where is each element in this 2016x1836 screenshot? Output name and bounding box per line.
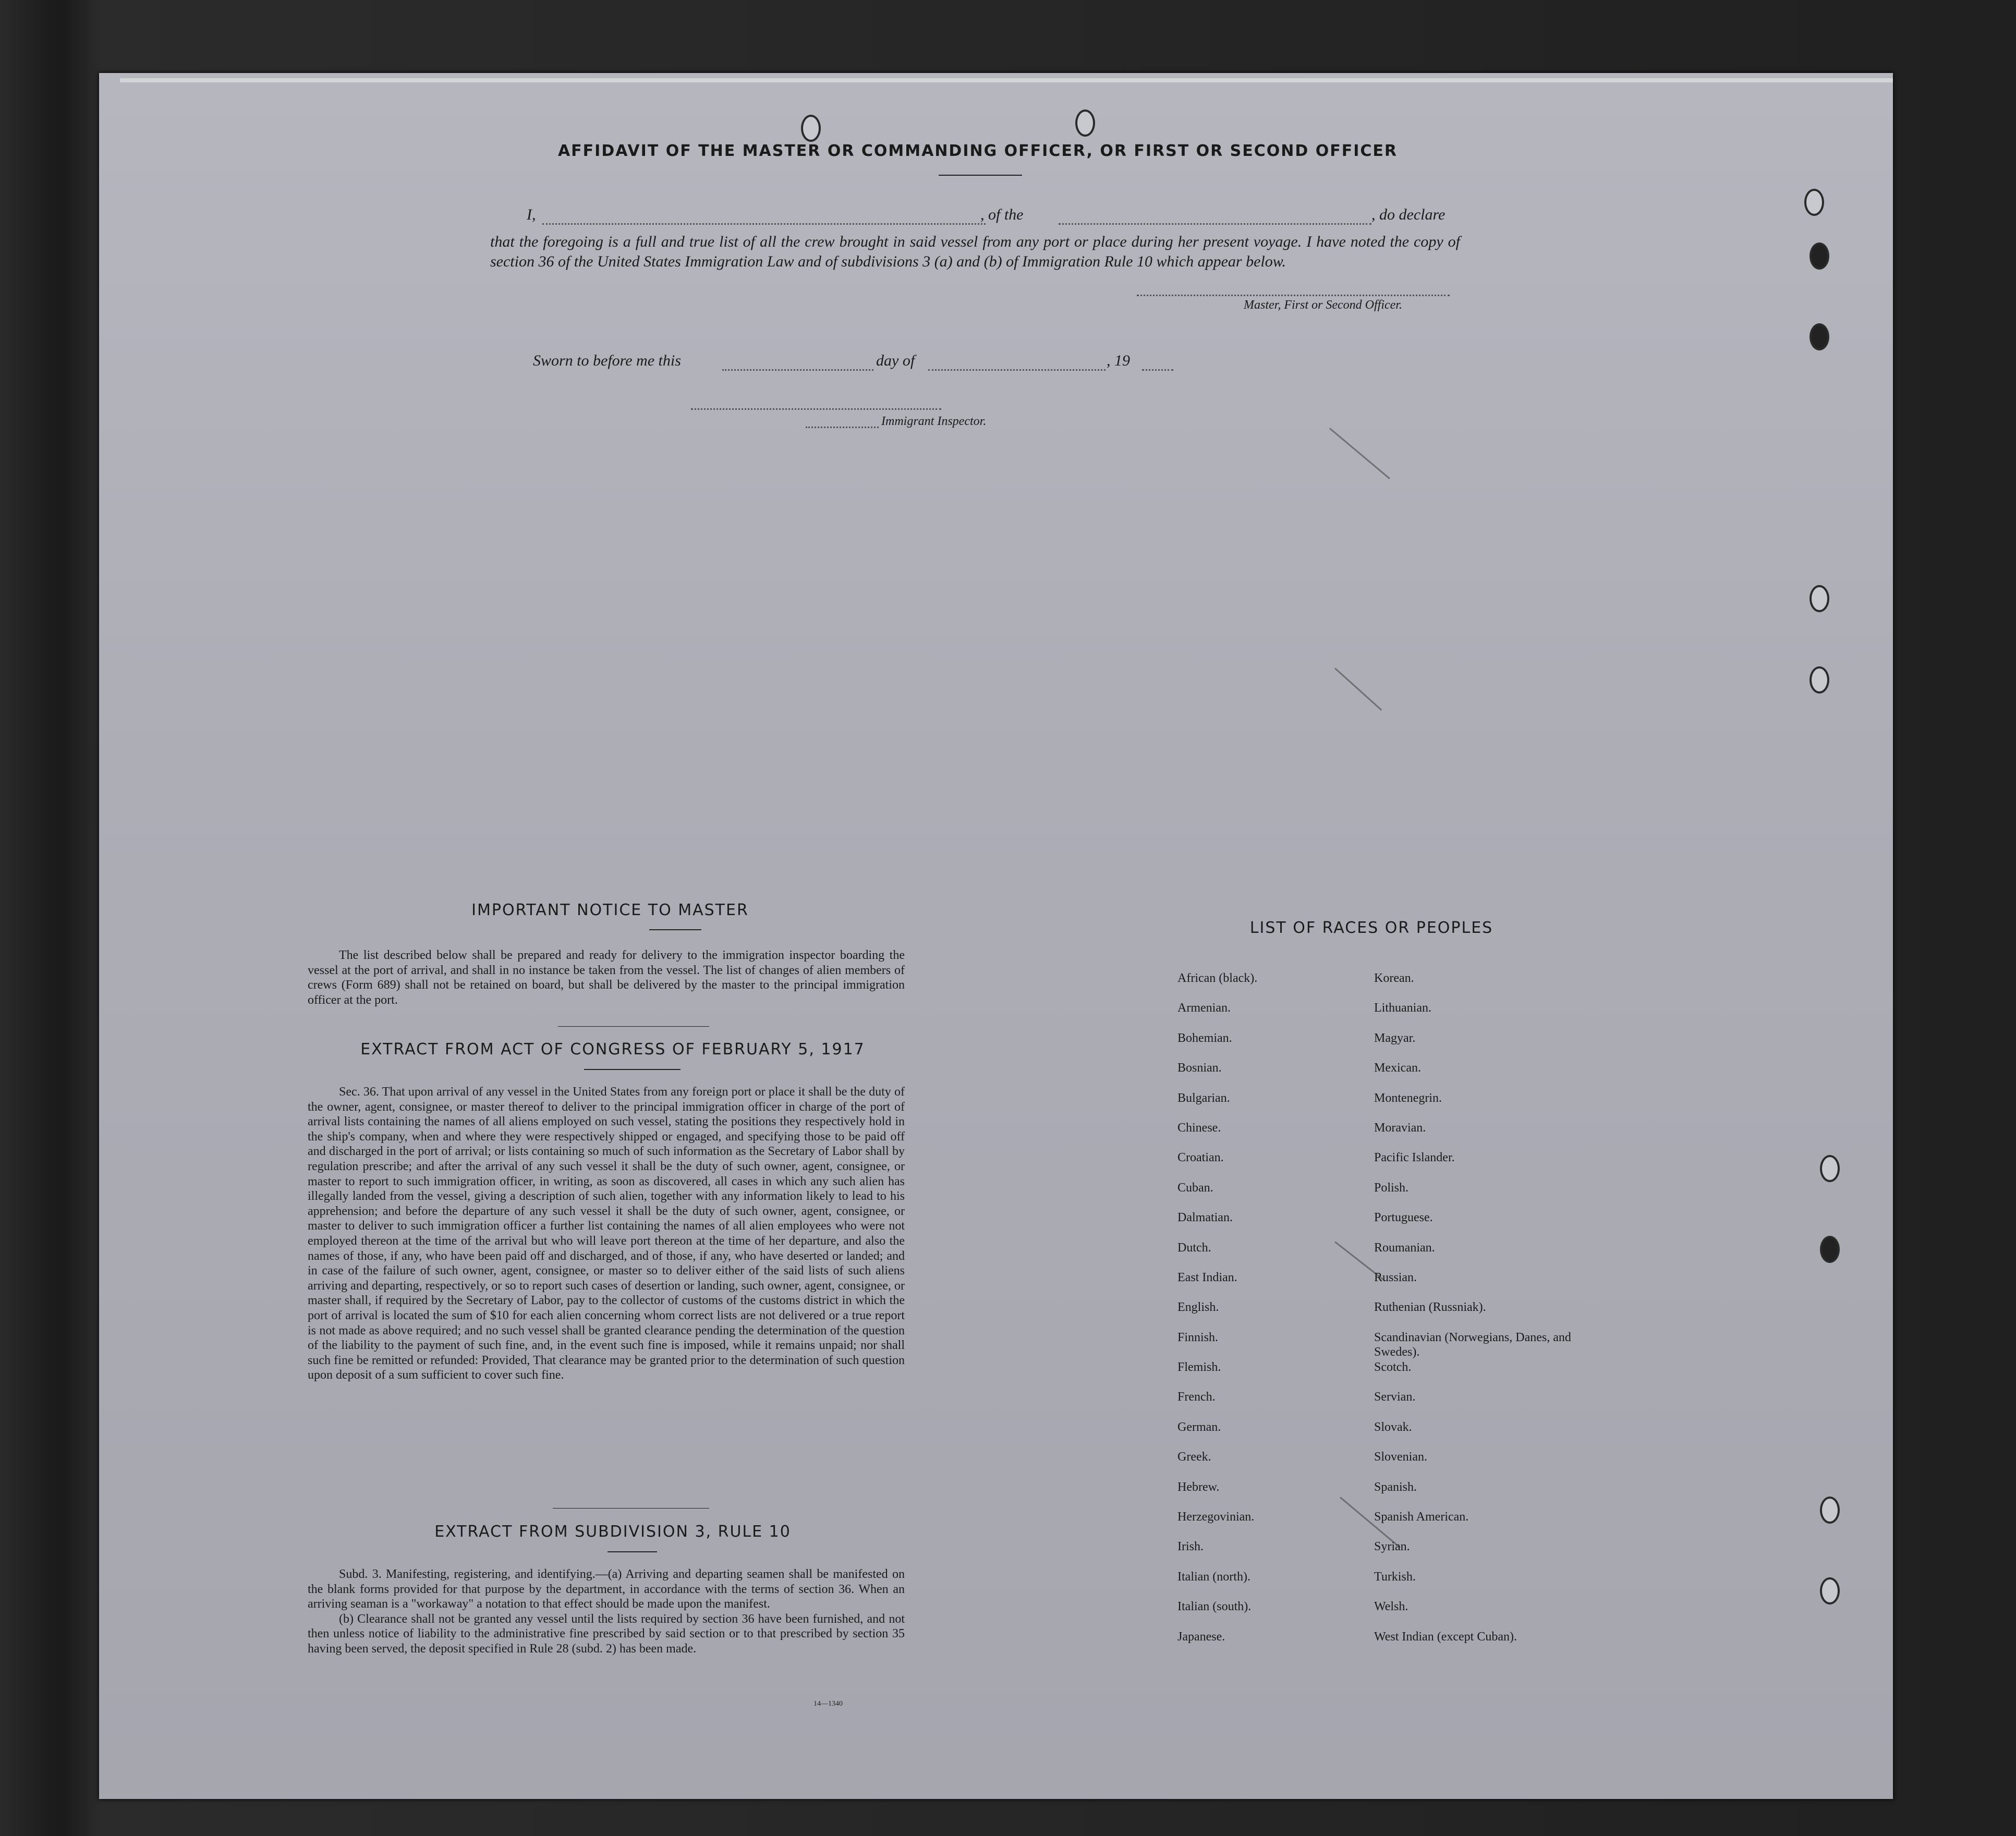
race-item: Hebrew. <box>1177 1480 1220 1494</box>
race-item: Moravian. <box>1374 1121 1426 1135</box>
divider <box>553 1508 709 1509</box>
races-left-column <box>1177 971 1257 1659</box>
race-item: English. <box>1177 1300 1219 1315</box>
inspector-caption: Immigrant Inspector. <box>881 415 987 428</box>
vessel-blank <box>1059 223 1371 225</box>
race-item: Montenegrin. <box>1374 1091 1442 1105</box>
race-item: Portuguese. <box>1374 1211 1433 1225</box>
race-item: Slovak. <box>1374 1420 1412 1434</box>
races-right-column <box>1374 971 1583 1659</box>
race-item: Welsh. <box>1374 1600 1408 1614</box>
notice-underline <box>649 929 701 930</box>
race-item: Slovenian. <box>1374 1450 1427 1464</box>
sworn-label: Sworn to before me this <box>533 352 681 369</box>
race-item: West Indian (except Cuban). <box>1374 1630 1517 1644</box>
punch-hole-icon <box>1820 1577 1840 1604</box>
races-title: LIST OF RACES OR PEOPLES <box>1249 919 1493 937</box>
month-blank <box>928 369 1106 371</box>
inspector-signature-blank <box>691 408 941 410</box>
race-item: Japanese. <box>1177 1630 1225 1644</box>
race-item: Bulgarian. <box>1177 1091 1230 1105</box>
do-declare-label: , do declare <box>1371 206 1446 223</box>
race-item: Herzegovinian. <box>1177 1510 1255 1524</box>
race-item: Syrian. <box>1374 1540 1410 1554</box>
race-item: Armenian. <box>1177 1001 1231 1015</box>
punch-hole-icon <box>1075 110 1095 137</box>
inspector-name-blank <box>806 427 879 428</box>
punch-hole-icon <box>1820 1155 1840 1182</box>
divider <box>558 1026 709 1027</box>
title-underline <box>939 175 1022 176</box>
race-item: Scotch. <box>1374 1360 1412 1375</box>
punch-hole-icon <box>1809 323 1829 350</box>
punch-hole-icon <box>1804 189 1824 216</box>
race-item: Spanish American. <box>1374 1510 1469 1524</box>
punch-hole-icon <box>1820 1236 1840 1263</box>
race-item: Lithuanian. <box>1374 1001 1431 1015</box>
year-label: , 19 <box>1107 352 1130 369</box>
rule-underline <box>608 1551 657 1552</box>
day-blank <box>722 369 873 371</box>
race-item: Dutch. <box>1177 1241 1211 1255</box>
notice-title: IMPORTANT NOTICE TO MASTER <box>471 901 749 919</box>
notice-text <box>308 948 905 1007</box>
race-item: Servian. <box>1374 1390 1416 1404</box>
race-item: Italian (north). <box>1177 1570 1250 1584</box>
affidavit-title: AFFIDAVIT OF THE MASTER OR COMMANDING OFFICER, OR FIRST OR SECOND OFFICER <box>557 142 1398 160</box>
act-title: EXTRACT FROM ACT OF CONGRESS OF FEBRUARY 5, 1917 <box>360 1040 865 1059</box>
race-item: Pacific Islander. <box>1374 1151 1455 1165</box>
race-item: Mexican. <box>1374 1061 1421 1075</box>
race-item: Spanish. <box>1374 1480 1417 1494</box>
race-item: Croatian. <box>1177 1151 1224 1165</box>
race-item: Dalmatian. <box>1177 1211 1233 1225</box>
punch-hole-icon <box>801 115 821 142</box>
race-item: Chinese. <box>1177 1121 1221 1135</box>
race-item: Bosnian. <box>1177 1061 1222 1075</box>
race-item: Greek. <box>1177 1450 1211 1464</box>
punch-hole-icon <box>1809 585 1829 612</box>
race-item: Finnish. <box>1177 1330 1219 1344</box>
signature-caption: Master, First or Second Officer. <box>1244 298 1402 312</box>
punch-hole-icon <box>1809 242 1829 270</box>
race-item: Bohemian. <box>1177 1031 1232 1045</box>
punch-hole-icon <box>1809 666 1829 694</box>
race-item: African (black). <box>1177 971 1258 985</box>
affidavit-i-label: I, <box>527 206 536 223</box>
of-the-label: , of the <box>980 206 1024 223</box>
notice-paragraph: The list described below shall be prepared and ready for delivery to the immigration inspector boarding the vessel at the port of arrival, and shall in no instance be taken from the vessel. The list of changes of alien members of crews (Form 689) shall not be retained on board, but shall be delivered by the master to the principal immigration officer at the port. <box>308 949 905 1007</box>
race-item: Flemish. <box>1177 1360 1221 1375</box>
race-item: Korean. <box>1374 971 1414 985</box>
race-item: French. <box>1177 1390 1216 1404</box>
race-item: German. <box>1177 1420 1221 1434</box>
act-text <box>308 1085 905 1383</box>
race-item: Polish. <box>1374 1181 1409 1195</box>
rule-paragraph-b: (b) Clearance shall not be granted any vessel until the lists required by section 36 have been furnished, and not then unless notice of liability to the administrative fine prescribed by said section or to that prescribed by section 35 having been served, the deposit specified in Rule 28 (subd. 2) has been made. <box>308 1612 905 1656</box>
name-blank <box>542 223 986 225</box>
race-item: Scandinavian (Norwegians, Danes, and Swedes). <box>1374 1330 1571 1359</box>
act-paragraph: Sec. 36. That upon arrival of any vessel in the United States from any foreign port or place it shall be the duty of the owner, agent, consignee, or master thereof to deliver to the principal immigration officer in charge of the port of arrival lists containing the names of all aliens employed on such vessel, stating the positions they respectively hold in the ship's company, when and where they were respectively shipped or engaged, and specifying those to be paid off and discharged in the port of arrival; or lists containing so much of such information as the Secretary of Labor shall by regulation prescribe; and after the arrival of any such vessel it shall be the duty of such owner, agent, consignee, or master to report to such immigration officer, in writing, as soon as discovered, all cases in which any such alien has illegally landed from the vessel, giving a description of such alien, together with any information likely to lead to his apprehension; and before the departure of any such vessel it shall be the duty of such owner, agent, consignee, or master to deliver to such immigration officer a further list containing the names of all alien employees who were not employed thereon at the time of the arrival but who will leave port thereon at the time of her departure, and also the names of those, if any, who have been paid off and discharged, and of those, if any, who have deserted or landed; and in case of the failure of such owner, agent, consignee, or master so to deliver either of the said lists of such aliens arriving and departing, respectively, or so to report such cases of desertion or landing, such owner, agent, consignee, or master shall, if required by the Secretary of Labor, pay to the collector of customs of the customs district in which the port of arrival is located the sum of $10 for each alien concerning whom correct lists are not delivered or a true report is not made as above required; and no such vessel shall be granted clearance pending the determination of the question of the liability to the payment of such fine, and, in the event such fine is imposed, while it remains unpaid; nor shall such fine be remitted or refunded: Provided, That clearance may be granted prior to the determination of such question upon deposit of a sum sufficient to cover such fine. <box>308 1085 905 1382</box>
race-item: Cuban. <box>1177 1181 1213 1195</box>
race-item: Ruthenian (Russniak). <box>1374 1300 1486 1315</box>
rule-title: EXTRACT FROM SUBDIVISION 3, RULE 10 <box>434 1523 791 1541</box>
race-item: East Indian. <box>1177 1270 1237 1284</box>
year-blank <box>1142 369 1173 371</box>
race-item: Roumanian. <box>1374 1241 1435 1255</box>
act-underline <box>584 1069 681 1070</box>
punch-hole-icon <box>1820 1497 1840 1524</box>
race-item: Turkish. <box>1374 1570 1416 1584</box>
rule-paragraph-a: Subd. 3. Manifesting, registering, and identifying.—(a) Arriving and departing seamen shall be manifested on the blank forms provided for that purpose by the department, in accordance with the terms of section 36. When an arriving seaman is a "workaway" a notation to that effect should be made upon the manifest. <box>308 1567 905 1611</box>
form-number: 14—1340 <box>813 1700 843 1708</box>
sheet-top-edge <box>120 78 1893 82</box>
affidavit-paragraph: that the foregoing is a full and true list of all the crew brought in said vessel from any port or place during her present voyage. I have noted the copy of section 36 of the United States Immigration Law and of subdivisions 3 (a) and (b) of Immigration Rule 10 which appear below. <box>490 233 1460 270</box>
day-of-label: day of <box>876 352 915 369</box>
race-item: Magyar. <box>1374 1031 1416 1045</box>
signature-blank <box>1137 295 1450 296</box>
rule-text <box>308 1567 905 1657</box>
race-item: Irish. <box>1177 1540 1204 1554</box>
race-item: Russian. <box>1374 1270 1417 1284</box>
race-item: Italian (south). <box>1177 1600 1252 1614</box>
